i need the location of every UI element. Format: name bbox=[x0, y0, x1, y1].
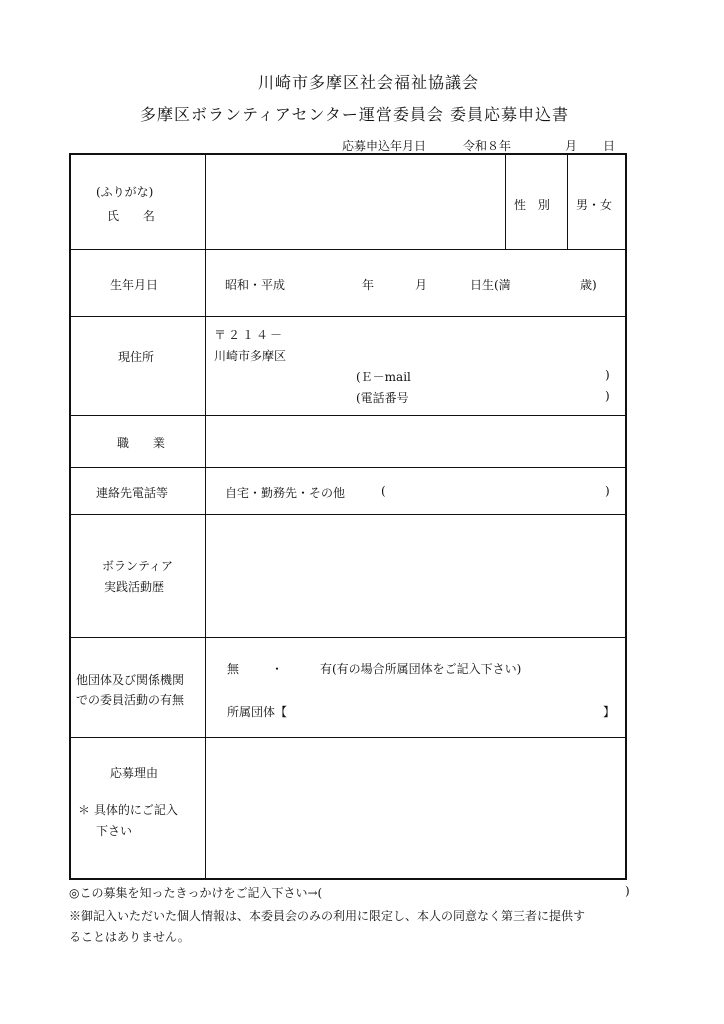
birth-age: 歳) bbox=[580, 278, 597, 292]
form-title: 多摩区ボランティアセンター運営委員会 委員応募申込書 bbox=[140, 105, 570, 124]
occupation-label: 職 業 bbox=[117, 436, 175, 450]
birth-day-age: 日生(満 bbox=[470, 278, 511, 292]
row-divider bbox=[69, 249, 627, 250]
phone-close: ) bbox=[605, 389, 610, 403]
volunteer-label-1: ボランティア bbox=[102, 559, 174, 573]
trigger-question: ◎この募集を知ったきっかけをご記入下さい→( bbox=[69, 886, 323, 900]
birth-label: 生年月日 bbox=[110, 278, 159, 292]
row-divider bbox=[69, 737, 627, 738]
postal-code: 〒２１４－ bbox=[214, 328, 285, 342]
gender-options[interactable]: 男・女 bbox=[576, 198, 613, 212]
address-label: 現住所 bbox=[118, 350, 155, 364]
reason-note-1: ＊ 具体的にご記入 bbox=[78, 803, 178, 817]
date-month: 月 bbox=[565, 139, 578, 153]
option-none[interactable]: 無 bbox=[227, 662, 240, 676]
gender-divider bbox=[505, 153, 506, 249]
name-label: 氏 名 bbox=[107, 209, 165, 223]
phone-label: (電話番号 bbox=[356, 391, 409, 405]
contact-open: ( bbox=[381, 484, 386, 498]
option-yes[interactable]: 有(有の場合所属団体をご記入下さい) bbox=[320, 662, 522, 676]
email-close: ) bbox=[605, 368, 610, 382]
reason-field[interactable] bbox=[207, 739, 625, 878]
row-divider bbox=[69, 514, 627, 515]
address-city: 川崎市多摩区 bbox=[214, 349, 287, 363]
option-separator: ・ bbox=[271, 662, 284, 676]
email-label: (Ｅ－mail bbox=[356, 370, 411, 384]
privacy-notice-2: ることはありません。 bbox=[69, 930, 190, 944]
other-orgs-label-2: での委員活動の有無 bbox=[76, 693, 185, 707]
occupation-field[interactable] bbox=[207, 417, 625, 466]
privacy-notice-1: ※御記入いただいた個人情報は、本委員会のみの利用に限定し、本人の同意なく第三者に提供す bbox=[69, 909, 586, 923]
affiliation-close: 】 bbox=[603, 705, 616, 719]
row-divider bbox=[69, 637, 627, 638]
date-day: 日 bbox=[603, 139, 616, 153]
volunteer-history-field[interactable] bbox=[207, 516, 625, 636]
furigana-label: (ふりがな) bbox=[96, 185, 154, 199]
birth-month: 月 bbox=[415, 278, 428, 292]
gender-divider bbox=[567, 153, 568, 249]
contact-close: ) bbox=[605, 484, 610, 498]
date-label: 応募申込年月日 bbox=[342, 139, 427, 153]
date-era: 令和８年 bbox=[463, 139, 512, 153]
org-title: 川崎市多摩区社会福祉協議会 bbox=[258, 73, 480, 92]
row-divider bbox=[69, 415, 627, 416]
contact-options[interactable]: 自宅・勤務先・その他 bbox=[225, 486, 346, 500]
reason-label: 応募理由 bbox=[110, 766, 159, 780]
birth-year: 年 bbox=[362, 278, 375, 292]
row-divider bbox=[69, 316, 627, 317]
volunteer-label-2: 実践活動歴 bbox=[104, 580, 165, 594]
other-orgs-label-1: 他団体及び関係機関 bbox=[76, 673, 185, 687]
gender-label: 性 別 bbox=[514, 198, 554, 212]
trigger-close: ) bbox=[625, 884, 630, 898]
label-column-divider bbox=[205, 153, 206, 880]
contact-label: 連絡先電話等 bbox=[96, 486, 169, 500]
reason-note-2: 下さい bbox=[96, 824, 133, 838]
row-divider bbox=[69, 467, 627, 468]
affiliation-label: 所属団体【 bbox=[227, 705, 288, 719]
name-field[interactable] bbox=[207, 155, 504, 248]
birth-era[interactable]: 昭和・平成 bbox=[225, 278, 286, 292]
